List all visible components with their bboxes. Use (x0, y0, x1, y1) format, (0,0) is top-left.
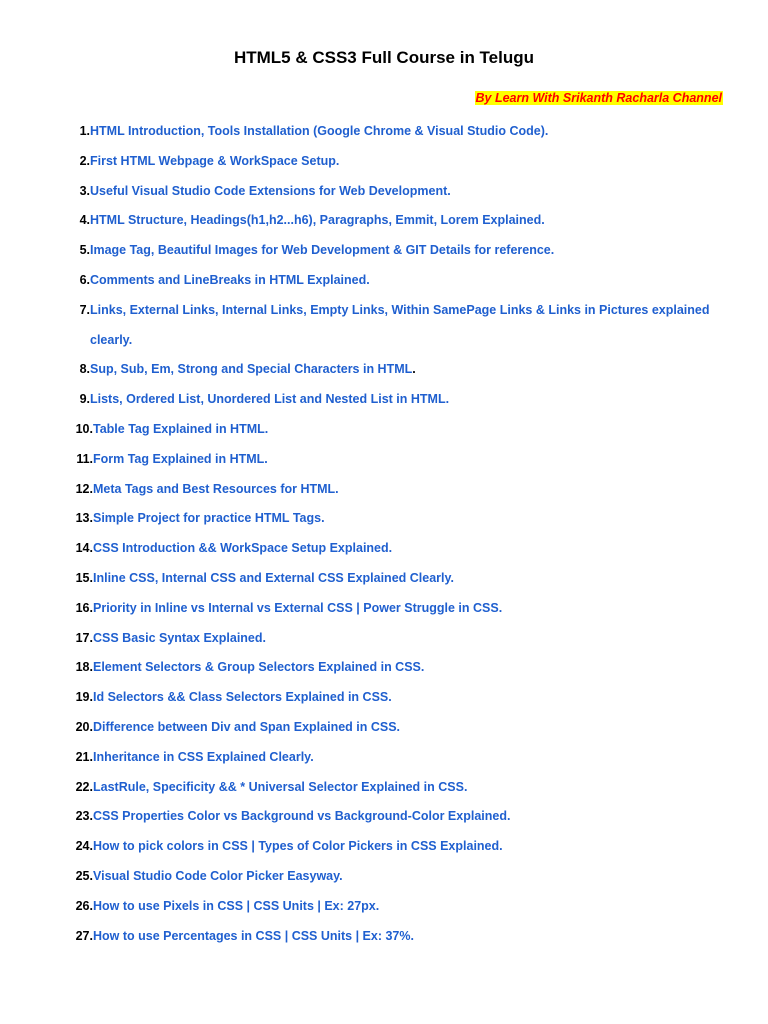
lesson-number: 7. (79, 302, 90, 317)
lesson-item (60, 355, 740, 385)
lesson-link[interactable]: Table Tag Explained in HTML. (93, 421, 269, 436)
lesson-link[interactable]: Form Tag Explained in HTML. (93, 451, 268, 466)
lesson-text (93, 922, 740, 952)
lesson-number: 8. (79, 362, 90, 377)
lesson-item (60, 266, 740, 296)
lesson-item (60, 445, 740, 475)
lesson-number: 3. (79, 183, 90, 198)
lesson-item (60, 892, 740, 922)
lesson-number: 2. (79, 153, 90, 168)
lesson-number: 6. (79, 272, 90, 287)
lesson-item (60, 117, 740, 147)
lesson-item (60, 475, 740, 505)
lesson-link[interactable]: Lists, Ordered List, Unordered List and Nested List in HTML. (90, 392, 450, 407)
lesson-text (93, 624, 740, 654)
lesson-item (60, 624, 740, 654)
lesson-item (60, 713, 740, 743)
lesson-number: 24. (75, 839, 93, 854)
lesson-text (93, 832, 740, 862)
lesson-number: 26. (75, 898, 93, 913)
lesson-text (93, 475, 740, 505)
lesson-link[interactable]: Priority in Inline vs Internal vs External CSS | Power Struggle in CSS. (93, 600, 503, 615)
lesson-text (93, 862, 740, 892)
lesson-text (90, 236, 740, 266)
lesson-text (93, 802, 740, 832)
lesson-text (93, 713, 740, 743)
lesson-text (90, 177, 740, 207)
lesson-number: 23. (75, 809, 93, 824)
lesson-item (60, 504, 740, 534)
page-title: HTML5 & CSS3 Full Course in Telugu (233, 48, 535, 67)
lesson-text (90, 296, 740, 356)
lesson-number: 4. (79, 213, 90, 228)
lesson-text (90, 206, 740, 236)
lesson-link[interactable]: HTML Structure, Headings(h1,h2...h6), Paragraphs, Emmit, Lorem Explained. (90, 213, 545, 228)
lesson-item (60, 802, 740, 832)
lesson-number: 27. (75, 928, 93, 943)
lesson-item (60, 564, 740, 594)
lesson-link[interactable]: Sup, Sub, Em, Strong and Special Characters in HTML (90, 362, 413, 377)
lesson-link[interactable]: Element Selectors & Group Selectors Explained in CSS. (93, 660, 425, 675)
byline-container (475, 89, 723, 107)
lesson-text (93, 683, 740, 713)
lesson-link[interactable]: LastRule, Specificity && * Universal Selector Explained in CSS. (93, 779, 468, 794)
lesson-item (60, 385, 740, 415)
lesson-link[interactable]: First HTML Webpage & WorkSpace Setup. (90, 153, 340, 168)
lesson-item (60, 653, 740, 683)
lesson-text (93, 773, 740, 803)
lesson-link[interactable]: Inheritance in CSS Explained Clearly. (93, 749, 314, 764)
lesson-number: 1. (79, 124, 90, 138)
lesson-link[interactable]: Inline CSS, Internal CSS and External CSS Explained Clearly. (93, 570, 454, 585)
lesson-item (60, 683, 740, 713)
lesson-text (93, 504, 740, 534)
lesson-item (60, 862, 740, 892)
lesson-suffix: . (412, 362, 416, 377)
lesson-link[interactable]: Simple Project for practice HTML Tags. (93, 511, 325, 526)
lesson-list (60, 117, 740, 951)
lesson-item (60, 236, 740, 266)
lesson-text (93, 653, 740, 683)
lesson-item (60, 594, 740, 624)
lesson-number: 15. (75, 570, 93, 585)
channel-byline: By Learn With Srikanth Racharla Channel (475, 91, 722, 105)
lesson-link[interactable]: CSS Properties Color vs Background vs Background-Color Explained. (93, 809, 511, 824)
lesson-link[interactable]: Meta Tags and Best Resources for HTML. (93, 481, 339, 496)
lesson-item (60, 415, 740, 445)
lesson-link[interactable]: Image Tag, Beautiful Images for Web Development & GIT Details for reference. (90, 243, 555, 258)
lesson-number: 14. (75, 541, 93, 556)
lesson-number: 11. (76, 451, 93, 466)
lesson-item (60, 147, 740, 177)
lesson-link[interactable]: Comments and LineBreaks in HTML Explained. (90, 272, 370, 287)
lesson-text (90, 355, 740, 385)
lesson-item (60, 206, 740, 236)
lesson-text (90, 147, 740, 177)
lesson-number: 9. (79, 392, 90, 407)
lesson-link[interactable]: Visual Studio Code Color Picker Easyway. (93, 868, 343, 883)
lesson-link[interactable]: Id Selectors && Class Selectors Explained in CSS. (93, 690, 392, 705)
lesson-number: 20. (75, 719, 93, 734)
lesson-link[interactable]: How to pick colors in CSS | Types of Color Pickers in CSS Explained. (93, 839, 503, 854)
lesson-text (93, 594, 740, 624)
lesson-item (60, 922, 740, 952)
lesson-number: 10. (75, 421, 93, 436)
lesson-text (93, 415, 740, 445)
lesson-link[interactable]: Links, External Links, Internal Links, Empty Links, Within SamePage Links & Links in Pictures explained clearly. (90, 302, 710, 347)
lesson-number: 25. (75, 868, 93, 883)
lesson-text (93, 534, 740, 564)
lesson-link[interactable]: How to use Pixels in CSS | CSS Units | Ex: 27px. (93, 898, 380, 913)
lesson-text (93, 445, 740, 475)
lesson-text (90, 117, 740, 147)
lesson-number: 18. (75, 660, 93, 675)
lesson-number: 16. (75, 600, 93, 615)
lesson-item (60, 534, 740, 564)
lesson-number: 13. (75, 511, 93, 526)
lesson-text (90, 266, 740, 296)
lesson-number: 21. (75, 749, 93, 764)
lesson-number: 22. (75, 779, 93, 794)
lesson-item (60, 773, 740, 803)
lesson-link[interactable]: How to use Percentages in CSS | CSS Units | Ex: 37%. (93, 928, 414, 943)
lesson-text (90, 385, 740, 415)
lesson-item (60, 296, 740, 356)
lesson-link[interactable]: Difference between Div and Span Explained in CSS. (93, 719, 401, 734)
lesson-text (93, 892, 740, 922)
lesson-link[interactable]: Useful Visual Studio Code Extensions for Web Development. (90, 183, 451, 198)
lesson-link[interactable]: CSS Introduction && WorkSpace Setup Explained. (93, 541, 393, 556)
lesson-link[interactable]: CSS Basic Syntax Explained. (93, 630, 266, 645)
lesson-link[interactable]: HTML Introduction, Tools Installation (Google Chrome & Visual Studio Code). (90, 124, 549, 138)
lesson-text (93, 564, 740, 594)
lesson-number: 17. (75, 630, 93, 645)
lesson-number: 5. (79, 243, 90, 258)
lesson-text (93, 743, 740, 773)
lesson-item (60, 832, 740, 862)
lesson-number: 19. (75, 690, 93, 705)
lesson-number: 12. (75, 481, 93, 496)
lesson-item (60, 177, 740, 207)
lesson-item (60, 743, 740, 773)
